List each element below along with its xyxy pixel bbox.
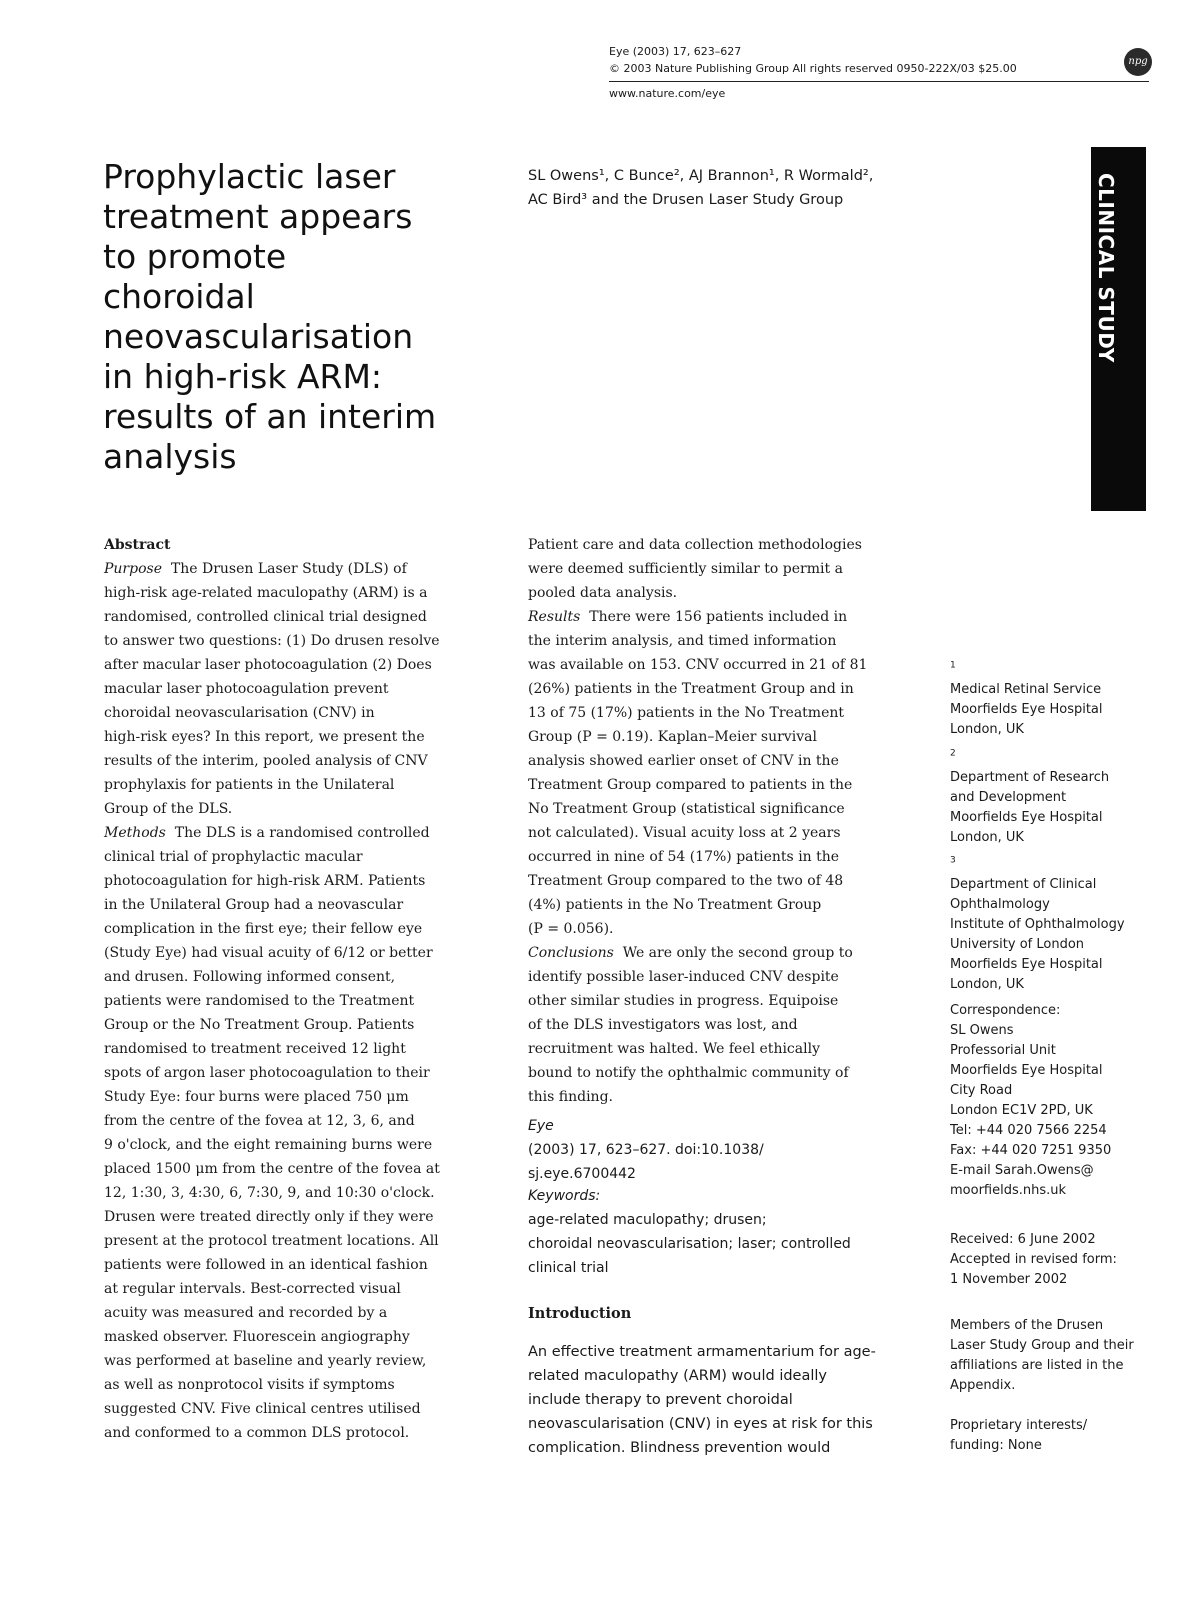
keywords-line: clinical trial	[528, 1260, 609, 1276]
methods-first-line	[104, 821, 499, 845]
authors-line: AC Bird³ and the Drusen Laser Study Group	[528, 192, 844, 208]
conclusions-line: this finding.	[528, 1089, 613, 1105]
aff-line: Moorfields Eye Hospital	[950, 810, 1103, 825]
aff-line: Moorfields Eye Hospital	[950, 702, 1103, 717]
methods-line: patients were followed in an identical fashion	[104, 1257, 428, 1273]
header-rule	[609, 81, 1149, 82]
title-line: neovascularisation	[103, 317, 414, 356]
results-label: Results	[528, 609, 581, 625]
keywords-line: choroidal neovascularisation; laser; controlled	[528, 1236, 851, 1252]
purpose-line: choroidal neovascularisation (CNV) in	[104, 705, 375, 721]
copyright-line: © 2003 Nature Publishing Group All rights reserved 0950-222X/03 $25.00	[609, 62, 1017, 75]
methods-line: Group or the No Treatment Group. Patients	[104, 1017, 415, 1033]
affiliation-2	[950, 748, 1109, 848]
conclusions-first-text: We are only the second group to	[622, 945, 853, 961]
members-line: Members of the Drusen	[950, 1318, 1104, 1333]
results-text	[528, 629, 928, 941]
results-line: (P = 0.056).	[528, 921, 614, 937]
methods-line: randomised to treatment received 12 light	[104, 1041, 406, 1057]
introduction-text	[528, 1340, 876, 1460]
purpose-line: prophylaxis for patients in the Unilateral	[104, 777, 395, 793]
purpose-line: results of the interim, pooled analysis of CNV	[104, 753, 428, 769]
methods-label: Methods	[104, 825, 166, 841]
results-line: was available on 153. CNV occurred in 21 of 81	[528, 657, 868, 673]
article-title	[103, 157, 483, 477]
journal-url[interactable]: www.nature.com/eye	[609, 87, 726, 100]
intro-line: An effective treatment armamentarium for age-	[528, 1344, 876, 1360]
methods-line: was performed at baseline and yearly review,	[104, 1353, 427, 1369]
title-line: treatment appears	[103, 197, 413, 236]
methods-line: suggested CNV. Five clinical centres utilised	[104, 1401, 421, 1417]
results-line: Group (P = 0.19). Kaplan–Meier survival	[528, 729, 817, 745]
results-line: the interim analysis, and timed information	[528, 633, 837, 649]
purpose-text	[104, 581, 499, 821]
aff-line: and Development	[950, 790, 1067, 805]
aff-sup: 3	[950, 855, 956, 866]
methods-line: placed 1500 μm from the centre of the fovea at	[104, 1161, 440, 1177]
purpose-first-text: The Drusen Laser Study (DLS) of	[170, 561, 407, 577]
intro-line: complication. Blindness prevention would	[528, 1440, 831, 1456]
methods-line: (Study Eye) had visual acuity of 6/12 or better	[104, 945, 433, 961]
section-tab	[1091, 147, 1146, 511]
aff-line: London, UK	[950, 977, 1024, 992]
section-tab-label: CLINICAL STUDY	[1094, 173, 1118, 363]
methods-text	[104, 845, 499, 1445]
results-line: analysis showed earlier onset of CNV in the	[528, 753, 839, 769]
title-line: Prophylactic laser	[103, 157, 396, 196]
correspondence	[950, 1001, 1111, 1201]
title-line: results of an interim	[103, 397, 437, 436]
methods-line: complication in the first eye; their fellow eye	[104, 921, 423, 937]
purpose-line: randomised, controlled clinical trial designed	[104, 609, 427, 625]
keywords-line	[528, 1184, 851, 1232]
citation-rest: (2003) 17, 623–627. doi:10.1038/	[528, 1142, 764, 1158]
methods-line: masked observer. Fluorescein angiography	[104, 1329, 410, 1345]
purpose-first-line	[104, 557, 499, 581]
methods-line: clinical trial of prophylactic macular	[104, 849, 363, 865]
corr-line: SL Owens	[950, 1023, 1014, 1038]
methods-line: photocoagulation for high-risk ARM. Patients	[104, 873, 426, 889]
keywords-text: age-related maculopathy; drusen;	[528, 1212, 767, 1228]
title-line: in high-risk ARM:	[103, 357, 383, 396]
pooled-text	[528, 533, 928, 605]
aff-line: London, UK	[950, 722, 1024, 737]
methods-line: spots of argon laser photocoagulation to their	[104, 1065, 430, 1081]
aff-sup: 2	[950, 748, 956, 759]
corr-line: Correspondence:	[950, 1003, 1061, 1018]
title-line: to promote	[103, 237, 287, 276]
methods-line: patients were randomised to the Treatment	[104, 993, 415, 1009]
abstract-left-column	[104, 533, 499, 1445]
corr-line: Fax: +44 020 7251 9350	[950, 1143, 1112, 1158]
conclusions-line: other similar studies in progress. Equipoise	[528, 993, 839, 1009]
methods-line: acuity was measured and recorded by a	[104, 1305, 388, 1321]
results-line: not calculated). Visual acuity loss at 2 years	[528, 825, 841, 841]
aff-line	[950, 855, 1125, 895]
aff-text: Department of Clinical	[950, 877, 1097, 892]
members-note	[950, 1316, 1134, 1396]
results-line: 13 of 75 (17%) patients in the No Treatment	[528, 705, 844, 721]
purpose-line: Group of the DLS.	[104, 801, 233, 817]
interests-line: funding: None	[950, 1438, 1042, 1453]
citation-journal: Eye	[528, 1118, 554, 1134]
title-line: choroidal	[103, 277, 255, 316]
title-line: analysis	[103, 437, 237, 476]
npg-logo-icon: npg	[1124, 48, 1152, 76]
intro-line: related maculopathy (ARM) would ideally	[528, 1368, 827, 1384]
methods-line: and conformed to a common DLS protocol.	[104, 1425, 410, 1441]
conclusions-first-line	[528, 941, 928, 965]
results-line: occurred in nine of 54 (17%) patients in the	[528, 849, 840, 865]
authors-line: SL Owens¹, C Bunce², AJ Brannon¹, R Wormald²,	[528, 168, 874, 184]
methods-line: Study Eye: four burns were placed 750 μm	[104, 1089, 409, 1105]
citation-doi[interactable]: sj.eye.6700442	[528, 1166, 636, 1182]
corr-line: Tel: +44 020 7566 2254	[950, 1123, 1107, 1138]
purpose-line: macular laser photocoagulation prevent	[104, 681, 389, 697]
purpose-line: to answer two questions: (1) Do drusen resolve	[104, 633, 440, 649]
aff-text: Department of Research	[950, 770, 1110, 785]
aff-line	[950, 660, 1103, 700]
results-line: Treatment Group compared to patients in the	[528, 777, 853, 793]
pooled-line: Patient care and data collection methodologies	[528, 537, 862, 553]
results-first-text: There were 156 patients included in	[589, 609, 848, 625]
methods-line: and drusen. Following informed consent,	[104, 969, 396, 985]
abstract-right-column	[528, 533, 928, 1109]
members-line: Appendix.	[950, 1378, 1016, 1393]
results-line: (4%) patients in the No Treatment Group	[528, 897, 822, 913]
methods-line: in the Unilateral Group had a neovascular	[104, 897, 404, 913]
methods-line: present at the protocol treatment locations. All	[104, 1233, 439, 1249]
methods-line: Drusen were treated directly only if they were	[104, 1209, 434, 1225]
purpose-line: high-risk age-related maculopathy (ARM) is a	[104, 585, 428, 601]
purpose-line: after macular laser photocoagulation (2) Does	[104, 657, 432, 673]
aff-line: University of London	[950, 937, 1085, 952]
intro-line: neovascularisation (CNV) in eyes at risk for this	[528, 1416, 873, 1432]
keywords-label: Keywords:	[528, 1188, 601, 1204]
conclusions-line: recruitment was halted. We feel ethically	[528, 1041, 820, 1057]
article-citation	[528, 1114, 764, 1186]
aff-sup: 1	[950, 660, 956, 671]
results-first-line	[528, 605, 928, 629]
methods-line: from the centre of the fovea at 12, 3, 6, and	[104, 1113, 415, 1129]
introduction-heading: Introduction	[528, 1305, 632, 1322]
journal-citation: Eye (2003) 17, 623–627	[609, 45, 742, 58]
affiliation-3	[950, 855, 1125, 995]
aff-line: Ophthalmology	[950, 897, 1050, 912]
aff-line: London, UK	[950, 830, 1024, 845]
pooled-line: were deemed sufficiently similar to permit a	[528, 561, 843, 577]
aff-line: Institute of Ophthalmology	[950, 917, 1125, 932]
keywords	[528, 1184, 851, 1280]
members-line: affiliations are listed in the	[950, 1358, 1124, 1373]
purpose-label: Purpose	[104, 561, 162, 577]
conclusions-line: of the DLS investigators was lost, and	[528, 1017, 798, 1033]
corr-line: Moorfields Eye Hospital	[950, 1063, 1103, 1078]
purpose-line: high-risk eyes? In this report, we present the	[104, 729, 425, 745]
pooled-line: pooled data analysis.	[528, 585, 678, 601]
corr-line: City Road	[950, 1083, 1013, 1098]
corr-email[interactable]: E-mail Sarah.Owens@	[950, 1163, 1094, 1178]
interests-note	[950, 1416, 1087, 1456]
conclusions-text	[528, 965, 928, 1109]
methods-line: 12, 1:30, 3, 4:30, 6, 7:30, 9, and 10:30 o'clock.	[104, 1185, 435, 1201]
results-line: (26%) patients in the Treatment Group and in	[528, 681, 854, 697]
aff-text: Medical Retinal Service	[950, 682, 1102, 697]
date-line: Accepted in revised form:	[950, 1252, 1117, 1267]
methods-line: at regular intervals. Best-corrected visual	[104, 1281, 401, 1297]
corr-email[interactable]: moorfields.nhs.uk	[950, 1183, 1067, 1198]
aff-line: Moorfields Eye Hospital	[950, 957, 1103, 972]
corr-line: Professorial Unit	[950, 1043, 1056, 1058]
results-line: Treatment Group compared to the two of 48	[528, 873, 844, 889]
interests-line: Proprietary interests/	[950, 1418, 1088, 1433]
date-line: Received: 6 June 2002	[950, 1232, 1096, 1247]
aff-line	[950, 748, 1109, 788]
abstract-heading: Abstract	[104, 537, 171, 553]
results-line: No Treatment Group (statistical significance	[528, 801, 845, 817]
methods-line: as well as nonprotocol visits if symptoms	[104, 1377, 395, 1393]
citation-line	[528, 1114, 764, 1162]
methods-line: 9 o'clock, and the eight remaining burns were	[104, 1137, 433, 1153]
methods-first-text: The DLS is a randomised controlled	[174, 825, 430, 841]
intro-line: include therapy to prevent choroidal	[528, 1392, 793, 1408]
conclusions-line: identify possible laser-induced CNV despite	[528, 969, 839, 985]
author-list	[528, 164, 948, 212]
affiliation-1	[950, 660, 1103, 740]
conclusions-label: Conclusions	[528, 945, 614, 961]
dates	[950, 1230, 1117, 1290]
conclusions-line: bound to notify the ophthalmic community of	[528, 1065, 849, 1081]
corr-line: London EC1V 2PD, UK	[950, 1103, 1093, 1118]
date-line: 1 November 2002	[950, 1272, 1068, 1287]
members-line: Laser Study Group and their	[950, 1338, 1134, 1353]
